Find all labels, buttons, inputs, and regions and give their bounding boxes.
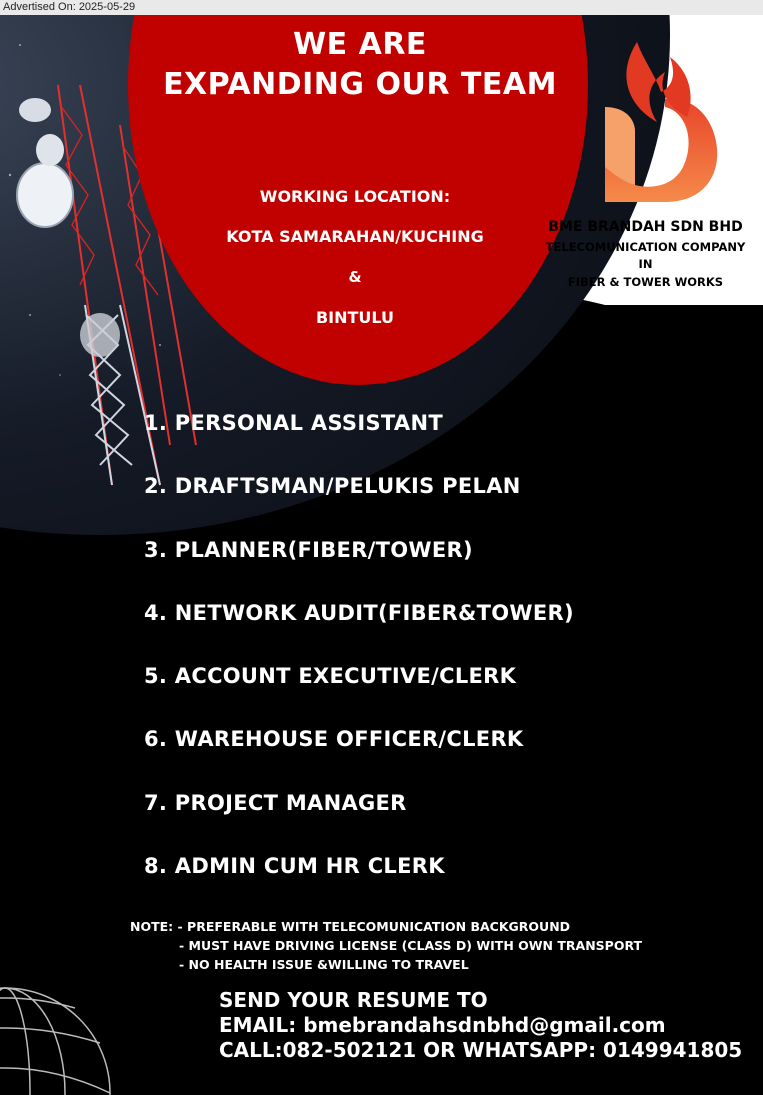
note-line-1: NOTE: - PREFERABLE WITH TELECOMUNICATION BACKGROUND <box>130 919 571 934</box>
list-item: 8. ADMIN CUM HR CLERK <box>144 854 445 879</box>
company-name: BME BRANDAH SDN BHD <box>548 219 743 235</box>
advertised-date-banner: Advertised On: 2025-05-29 <box>0 0 763 15</box>
list-item: 4. NETWORK AUDIT(FIBER&TOWER) <box>144 600 574 625</box>
list-item: 7. PROJECT MANAGER <box>144 790 407 815</box>
note-line-2: - MUST HAVE DRIVING LICENSE (CLASS D) WITH OWN TRANSPORT <box>179 938 643 953</box>
list-item: 2. DRAFTSMAN/PELUKIS PELAN <box>144 474 521 499</box>
location-place-2: BINTULU <box>315 308 395 327</box>
list-item: 3. PLANNER(FIBER/TOWER) <box>144 537 473 562</box>
contact-info <box>219 988 742 1063</box>
flame-s-logo-icon <box>595 37 725 202</box>
headline-line-1: WE ARE <box>293 27 427 62</box>
company-line-1: TELECOMUNICATION COMPANY <box>545 240 746 254</box>
location-heading: WORKING LOCATION: <box>259 187 451 206</box>
job-roles-list <box>144 407 574 913</box>
job-poster <box>0 15 763 1095</box>
contact-heading: SEND YOUR RESUME TO <box>219 988 488 1012</box>
location-place-1: KOTA SAMARAHAN/KUCHING <box>226 227 484 246</box>
list-item: 5. ACCOUNT EXECUTIVE/CLERK <box>144 664 517 689</box>
location-separator: & <box>348 268 362 286</box>
contact-email: EMAIL: bmebrandahsdnbhd@gmail.com <box>219 1013 666 1037</box>
headline <box>140 25 580 105</box>
list-item: 1. PERSONAL ASSISTANT <box>144 411 443 435</box>
list-item: 6. WAREHOUSE OFFICER/CLERK <box>144 727 524 752</box>
company-line-2: IN <box>638 257 653 271</box>
headline-line-2: EXPANDING OUR TEAM <box>163 67 557 102</box>
company-line-3: FIBER & TOWER WORKS <box>567 275 724 289</box>
contact-phone: CALL:082-502121 OR WHATSAPP: 0149941805 <box>219 1038 743 1062</box>
note-line-3: - NO HEALTH ISSUE &WILLING TO TRAVEL <box>179 957 469 972</box>
globe-grid-icon <box>0 983 125 1095</box>
requirements-note <box>130 917 642 974</box>
